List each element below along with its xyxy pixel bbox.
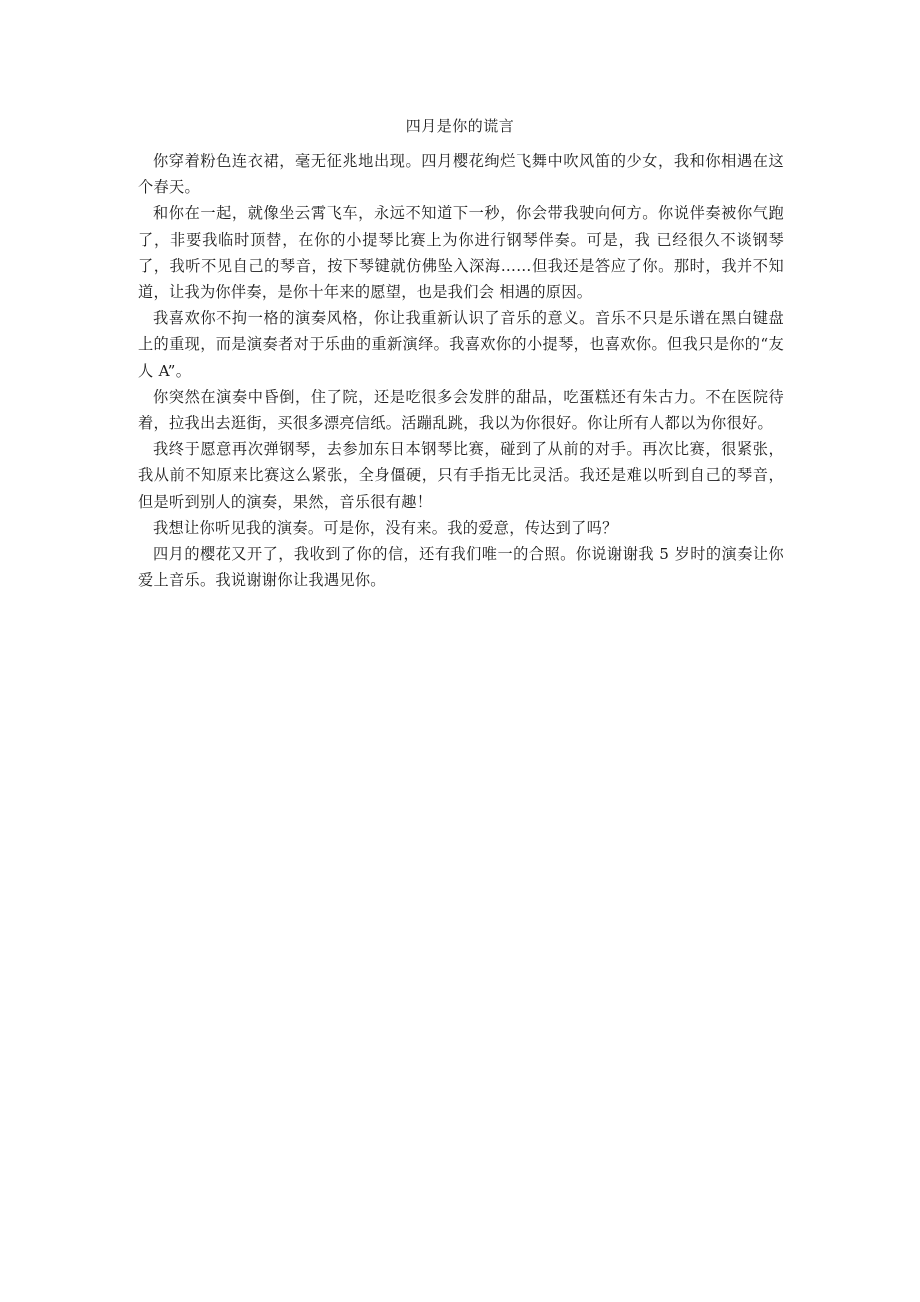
paragraph-5: 我终于愿意再次弹钢琴，去参加东日本钢琴比赛，碰到了从前的对手。再次比赛，很紧张，我从前不知原来比赛这么紧张，全身僵硬，只有手指无比灵活。我还是难以听到自己的琴音，但是听到别人的演奏，果然，音乐很有趣！ — [138, 440, 784, 511]
paragraph-6: 我想让你听见我的演奏。可是你，没有来。我的爱意，传达到了吗？ — [153, 518, 618, 537]
document-title: 四月是你的谎言 — [405, 117, 515, 135]
paragraph-4: 你突然在演奏中昏倒，住了院，还是吃很多会发胖的甜品，吃蛋糕还有朱古力。不在医院待着，拉我出去逛街，买很多漂亮信纸。活蹦乱跳，我以为你很好。你让所有人都以为你很好。 — [138, 387, 784, 433]
paragraph-3: 我喜欢你不拘一格的演奏风格，你让我重新认识了音乐的意义。音乐不只是乐谱在黑白键盘上的重现，而是演奏者对于乐曲的重新演绎。我喜欢你的小提琴，也喜欢你。但我只是你的“友人 A”。 — [138, 309, 784, 380]
paragraph-2: 和你在一起，就像坐云霄飞车，永远不知道下一秒，你会带我驶向何方。你说伴奏被你气跑了，非要我临时顶替，在你的小提琴比赛上为你进行钢琴伴奏。可是，我 已经很久不谈钢琴了，我听不见自己的琴音，按下琴键就仿佛坠入深海……但我还是答应了你。那时，我并不知道，让我为你伴奏，是你十年来的愿望，也是我们会 相遇的原因。 — [138, 204, 784, 302]
paragraph-7: 四月的樱花又开了，我收到了你的信，还有我们唯一的合照。你说谢谢我 5 岁时的演奏让你爱上音乐。我说谢谢你让我遇见你。 — [138, 545, 784, 590]
paragraph-1: 你穿着粉色连衣裙，毫无征兆地出现。四月樱花绚烂飞舞中吹风笛的少女，我和你相遇在这个春天。 — [138, 152, 784, 197]
document-body — [138, 148, 784, 593]
